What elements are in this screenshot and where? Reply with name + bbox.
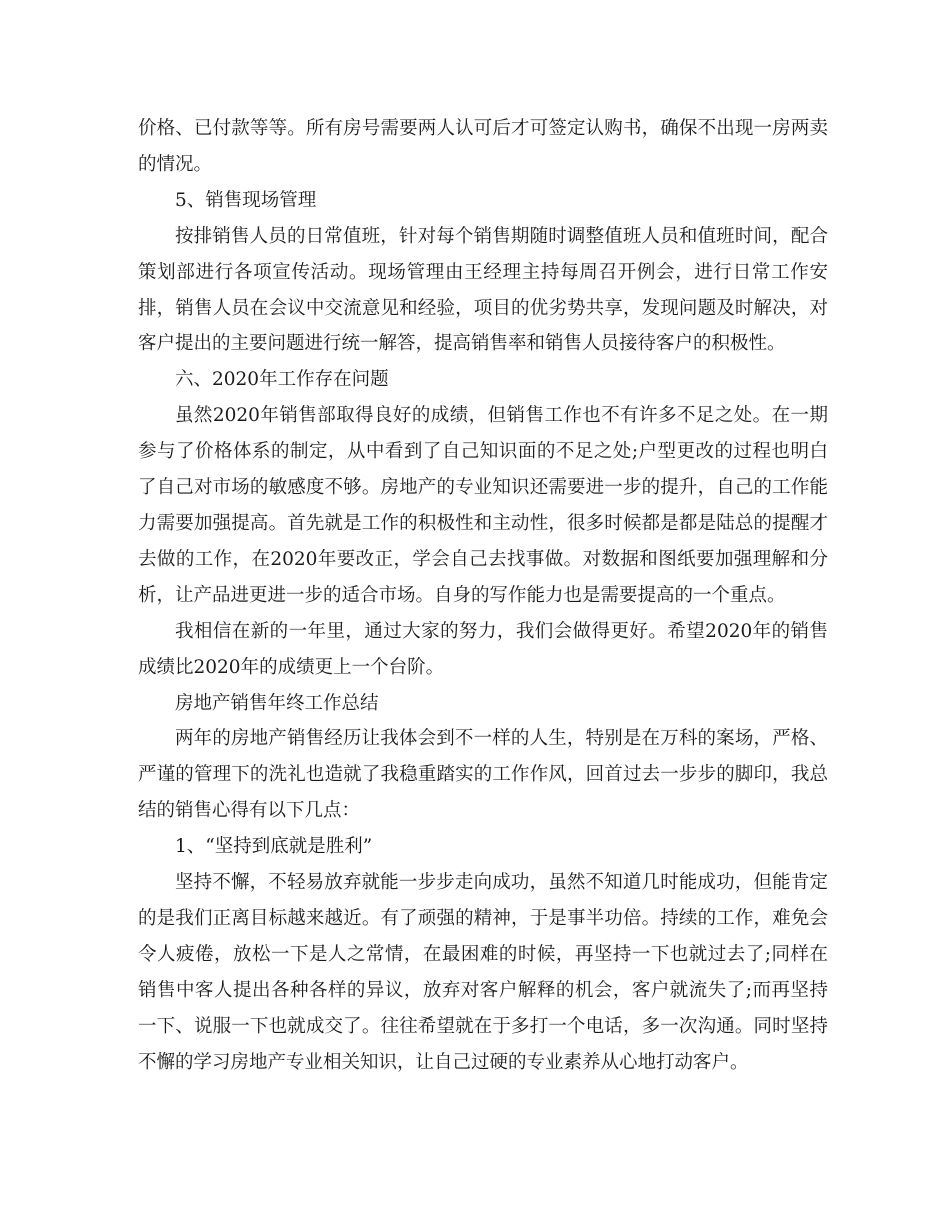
paragraph-experience-intro: 两年的房地产销售经历让我体会到不一样的人生，特别是在万科的案场，严格、严谨的管理下的洗礼也造就了我稳重踏实的工作作风，回首过去一步步的脚印，我总结的销售心得有以下几点： <box>138 728 828 822</box>
paragraph-problems: 虽然2020年销售部取得良好的成绩，但销售工作也不有许多不足之处。在一期参与了价格体系的制定，从中看到了自己知识面的不足之处;户型更改的过程也明白了自己对市场的敏感度不够。房地产的专业知识还需要进一步的提升，自己的工作能力需要加强提高。首先就是工作的积极性和主动性，很多时候都是都是陆总的提醒才去做的工作，在2020年要改正，学会自己去找事做。对数据和图纸要加强理解和分析，让产品进更进一步的适合市场。自身的写作能力也是需要提高的一个重点。 <box>138 405 828 606</box>
section-heading-persistence: 1、“坚持到底就是胜利” <box>175 836 373 858</box>
section-heading-problems: 六、2020年工作存在问题 <box>175 369 389 391</box>
document-body <box>138 111 828 1080</box>
paragraph-persistence: 坚持不懈，不轻易放弃就能一步步走向成功，虽然不知道几时能成功，但能肯定的是我们正离目标越来越近。有了顽强的精神，于是事半功倍。持续的工作，难免会令人疲倦，放松一下是人之常情，在最困难的时候，再坚持一下也就过去了;同样在销售中客人提出各种各样的异议，放弃对客户解释的机会，客户就流失了;而再坚持一下、说服一下也就成交了。往往希望就在于多打一个电话，多一次沟通。同时坚持不懈的学习房地产专业相关知识，让自己过硬的专业素养从心地打动客户。 <box>138 872 828 1073</box>
paragraph-site-management: 按排销售人员的日常值班，针对每个销售期随时调整值班人员和值班时间，配合策划部进行各项宣传活动。现场管理由王经理主持每周召开例会，进行日常工作安排，销售人员在会议中交流意见和经验，项目的优劣势共享，发现问题及时解决，对客户提出的主要问题进行统一解答，提高销售率和销售人员接待客户的积极性。 <box>138 225 828 355</box>
paragraph-continuation: 价格、已付款等等。所有房号需要两人认可后才可签定认购书，确保不出现一房两卖的情况。 <box>138 118 828 175</box>
section-heading-annual-summary: 房地产销售年终工作总结 <box>175 692 379 714</box>
section-heading-sales-site-management: 5、销售现场管理 <box>175 189 317 211</box>
paragraph-outlook: 我相信在新的一年里，通过大家的努力，我们会做得更好。希望2020年的销售成绩比2020年的成绩更上一个台阶。 <box>138 620 828 678</box>
